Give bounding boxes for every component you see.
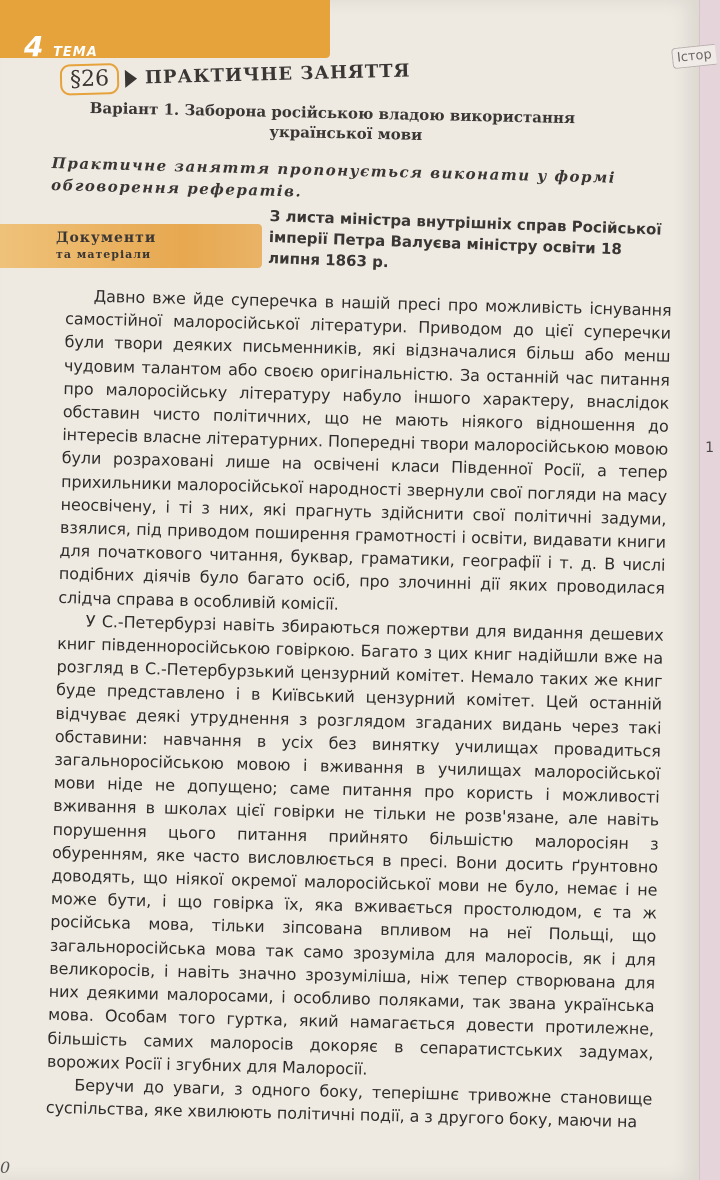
topic-word: ТЕМА: [53, 45, 98, 60]
topic-bar: [0, 0, 330, 63]
page-number: 0: [0, 1158, 11, 1177]
intro-text: Практичне заняття пропонується виконати у формі обговорення рефератів.: [50, 153, 617, 201]
section-heading: [60, 55, 411, 95]
facing-page-edge: [699, 0, 720, 1180]
paragraph-1: Давно вже йде суперечка в нашій пресі про можливість існування самостійної малоросійської літератури. Приводом до цієї суперечки були твори деяких письменників, які відзначалися більш або менш чудовим талантом або своєю оригінальністю. За останній час питання про малоросійську літературу набуло іншого характеру, внаслідок обставин чисто політичних, що не мають ніякого відношення до інтересів власне літературних. Попередні твори малоросійською мовою були розраховані лише на освічені класи Південної Росії, а тепер прихильники малоросійської народності звернули свої погляди на масу неосвічену, і ті з них, які прагнуть здійснити свої політичні задуми, взялися, під приводом поширення грамотності і освіти, видавати книги для початкового читання, буквар, граматики, географії і т. д. В числі подібних діячів було багато осіб, про злочинні дії яких проводилася слідча справа в особливій комісії.: [58, 286, 672, 614]
paragraph-2: У С.-Петербурзі навіть збираються пожертви для видання дешевих книг південноросійською говіркою. Багато з цих книг надійшли вже на розгляд в С.-Петербурзький цензурний комітет. Немало таких же книг буде представлено і в Київський цензурний комітет. Цей останній відчуває деякі утруднення з розглядом згаданих видань через такі обставини: навчання в усіх без винятку училищах провадиться загальноросійською мовою і вживання в училищах малоросійської мови ніде не допущено; саме питання про користь і можливості вживання в школах цієї говірки не тільки не розв'язане, але навіть порушення цього питання прийнято більшістю малоросіян з обуренням, яке часто висловлюється в пресі. Вони досить ґрунтовно доводять, що ніякої окремої малоросійської мови не було, немає і не може бути, і що говірка їх, яка вживається простолюдом, є та ж російська мова, тільки зіпсована впливом на неї Польщі, що загальноросійська мова так само зрозуміла для малоросів, як і для великоросів, і навіть значно зрозуміліша, ніж тепер створювана для них деякими малоросами, і особливо поляками, так звана українська мова. Особам того гуртка, який намагається довести протилежне, більшість самих малоросів докоряє в сепаратистських задумах, ворожих Росії і згубних для Малоросії.: [46, 611, 664, 1079]
paragraph-3: Беручи до уваги, з одного боку, теперішнє тривожне становище суспільства, яке хвилюють політичні події, а з другого боку, маючи на: [45, 1075, 653, 1132]
letter-heading: З листа міністра внутрішніх справ Російської імперії Петра Валуєва міністру освіти 18 липня 1863 р.: [267, 206, 662, 272]
documents-banner: [0, 224, 262, 268]
section-title: ПРАКТИЧНЕ ЗАНЯТТЯ: [144, 60, 411, 89]
document-body: [46, 284, 672, 1134]
side-tab: Істор: [671, 44, 717, 69]
documents-banner-line-2: та матеріали: [56, 248, 152, 261]
arrow-right-icon: [125, 69, 137, 87]
side-mark: 1: [705, 440, 714, 456]
variant-title: [89, 98, 650, 150]
variant-line-1: Варіант 1. Заборона російською владою використання: [89, 98, 576, 128]
topic-number: 4: [24, 30, 44, 63]
documents-banner-line-1: Документи: [56, 230, 157, 246]
topic-label: [24, 30, 98, 63]
variant-line-2: української мови: [269, 122, 423, 144]
section-number: §26: [60, 63, 120, 96]
